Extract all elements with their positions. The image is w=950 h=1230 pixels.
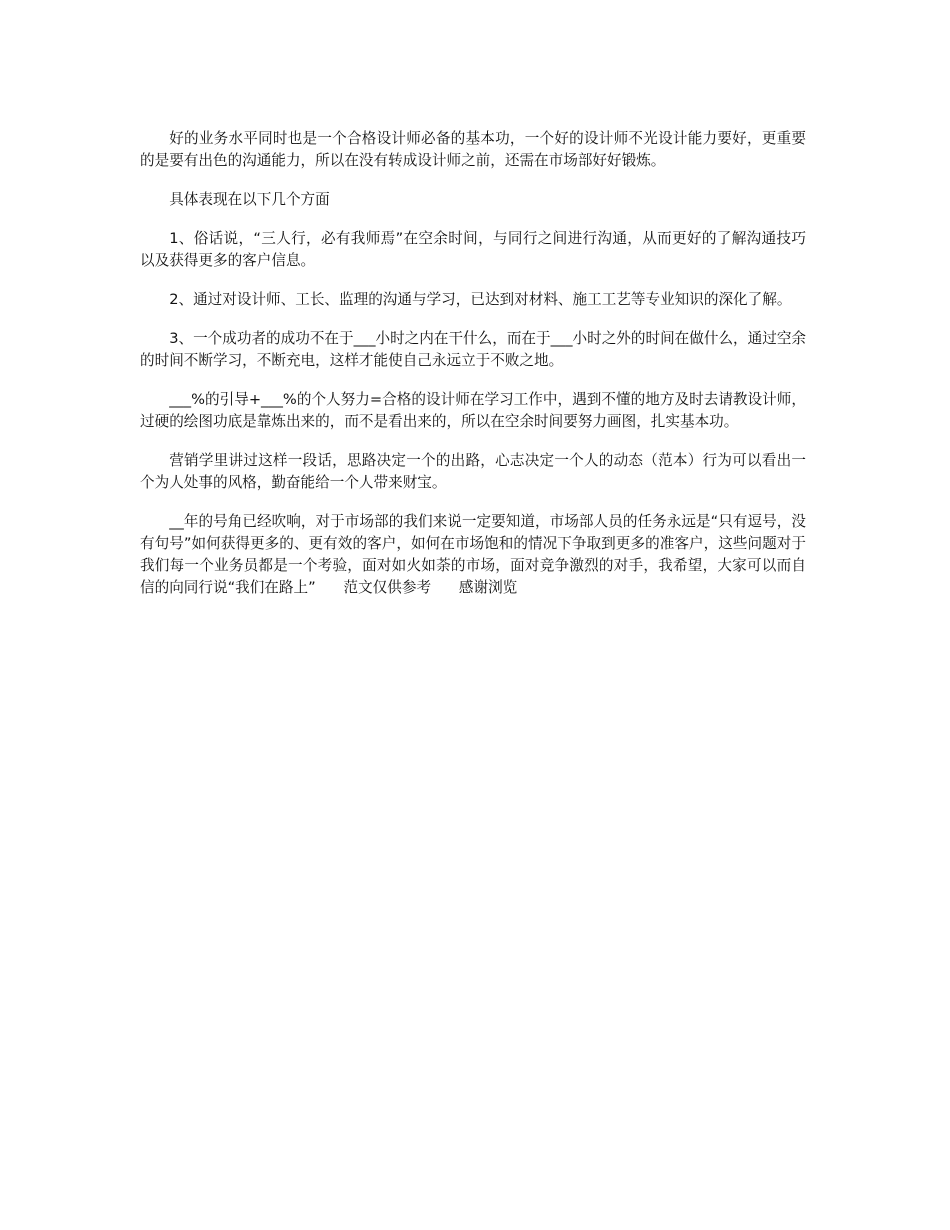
paragraph-aspects-heading: 具体表现在以下几个方面 (169, 191, 330, 208)
paragraph-intro: 好的业务水平同时也是一个合格设计师必备的基本功，一个好的设计师不光设计能力要好，更重要的是要有出色的沟通能力，所以在没有转成设计师之前，还需在市场部好好锻炼。 (140, 130, 806, 169)
paragraph-point-3: 3、一个成功者的成功不在于___小时之内在干什么，而在于___小时之外的时间在做什么，通过空余的时间不断学习，不断充电，这样才能使自己永远立于不败之地。 (140, 330, 807, 369)
paragraph-point-2: 2、通过对设计师、工长、监理的沟通与学习，已达到对材料、施工工艺等专业知识的深化了解。 (169, 291, 792, 308)
paragraph-closing: __年的号角已经吹响，对于市场部的我们来说一定要知道，市场部人员的任务永远是“只有逗号，没有句号”如何获得更多的、更有效的客户，如何在市场饱和的情况下争取到更多的准客户，这些问题对于我们每一个业务员都是一个考验，面对如火如荼的市场，面对竞争激烈的对手，我希望，大家可以而自信的向同行说“我们在路上” 范文仅供参考 感谢浏览 (140, 513, 806, 596)
document-body (140, 128, 806, 616)
paragraph-formula: ___%的引导+___%的个人努力=合格的设计师在学习工作中，遇到不懂的地方及时去请教设计师，过硬的绘图功底是靠炼出来的，而不是看出来的，所以在空余时间要努力画图，扎实基本功。 (140, 391, 806, 430)
paragraph-point-1: 1、俗话说，“三人行，必有我师焉”在空余时间，与同行之间进行沟通，从而更好的了解沟通技巧以及获得更多的客户信息。 (140, 230, 806, 269)
paragraph-marketing: 营销学里讲过这样一段话，思路决定一个的出路，心志决定一个人的动态（范本）行为可以看出一个为人处事的风格，勤奋能给一个人带来财宝。 (140, 452, 806, 491)
